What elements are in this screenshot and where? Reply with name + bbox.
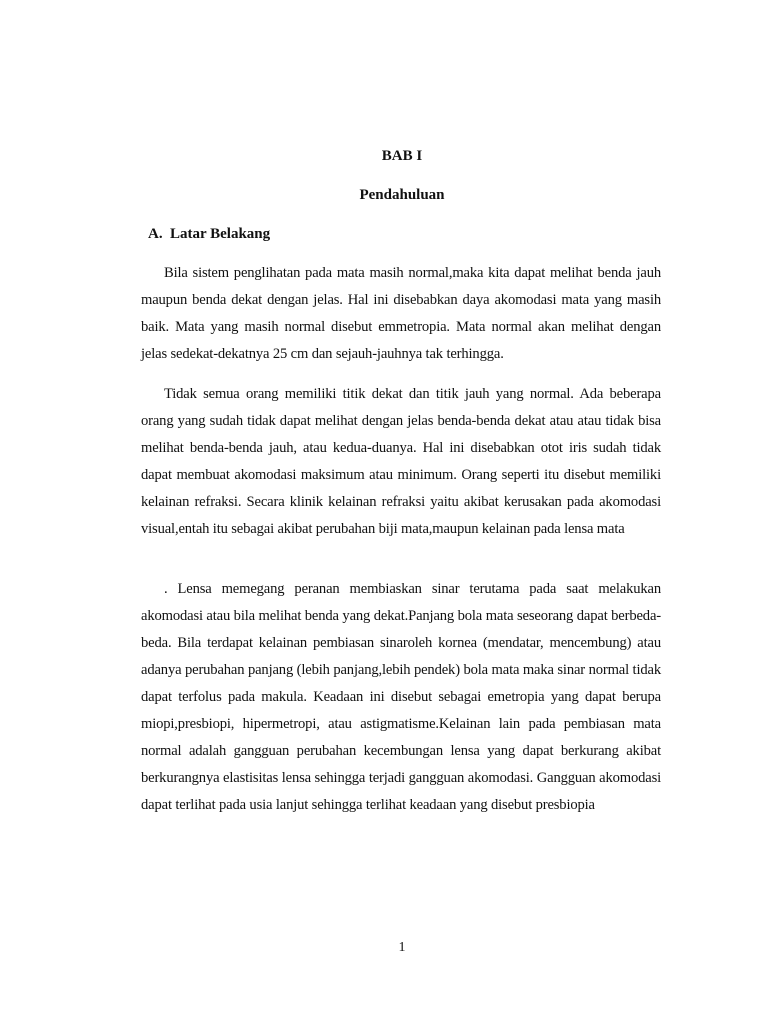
chapter-title: Pendahuluan (359, 187, 445, 203)
paragraph: Tidak semua orang memiliki titik dekat dan titik jauh yang normal. Ada beberapa orang yang sudah tidak dapat melihat dengan jelas benda-benda dekat atau atau tidak bisa melihat benda-benda jauh, atau kedua-duanya. Hal ini disebabkan otot iris sudah tidak dapat membuat akomodasi maksimum atau minimum. Orang seperti itu disebut memiliki kelainan refraksi. Secara klinik kelainan refraksi yaitu akibat kerusakan pada akomodasi visual,entah itu sebagai akibat perubahan biji mata,maupun kelainan pada lensa mata (141, 386, 661, 537)
section-number: A. (148, 226, 163, 242)
paragraph: . Lensa memegang peranan membiaskan sinar terutama pada saat melakukan akomodasi atau bila melihat benda yang dekat.Panjang bola mata seseorang dapat berbeda-beda. Bila terdapat kelainan pembiasan sinaroleh kornea (mendatar, mencembung) atau adanya perubahan panjang (lebih panjang,lebih pendek) bola mata maka sinar normal tidak dapat terfolus pada makula. Keadaan ini disebut sebagai emetropia yang dapat berupa miopi,presbiopi, hipermetropi, atau astigmatisme.Kelainan lain pada pembiasan mata normal adalah gangguan perubahan kecembungan lensa yang dapat berkurang akibat berkurangnya elastisitas lensa sehingga terjadi gangguan akomodasi. Gangguan akomodasi dapat terlihat pada usia lanjut sehingga terlihat keadaan yang disebut presbiopia (141, 581, 661, 813)
paragraph: Bila sistem penglihatan pada mata masih normal,maka kita dapat melihat benda jauh maupun benda dekat dengan jelas. Hal ini disebabkan daya akomodasi mata yang masih baik. Mata yang masih normal disebut emmetropia. Mata normal akan melihat dengan jelas sedekat-dekatnya 25 cm dan sejauh-jauhnya tak terhingga. (141, 265, 661, 362)
section-title: Latar Belakang (170, 226, 271, 242)
chapter-heading: BAB I (381, 148, 423, 164)
page-number: 1 (398, 940, 406, 955)
section-heading (148, 226, 270, 243)
